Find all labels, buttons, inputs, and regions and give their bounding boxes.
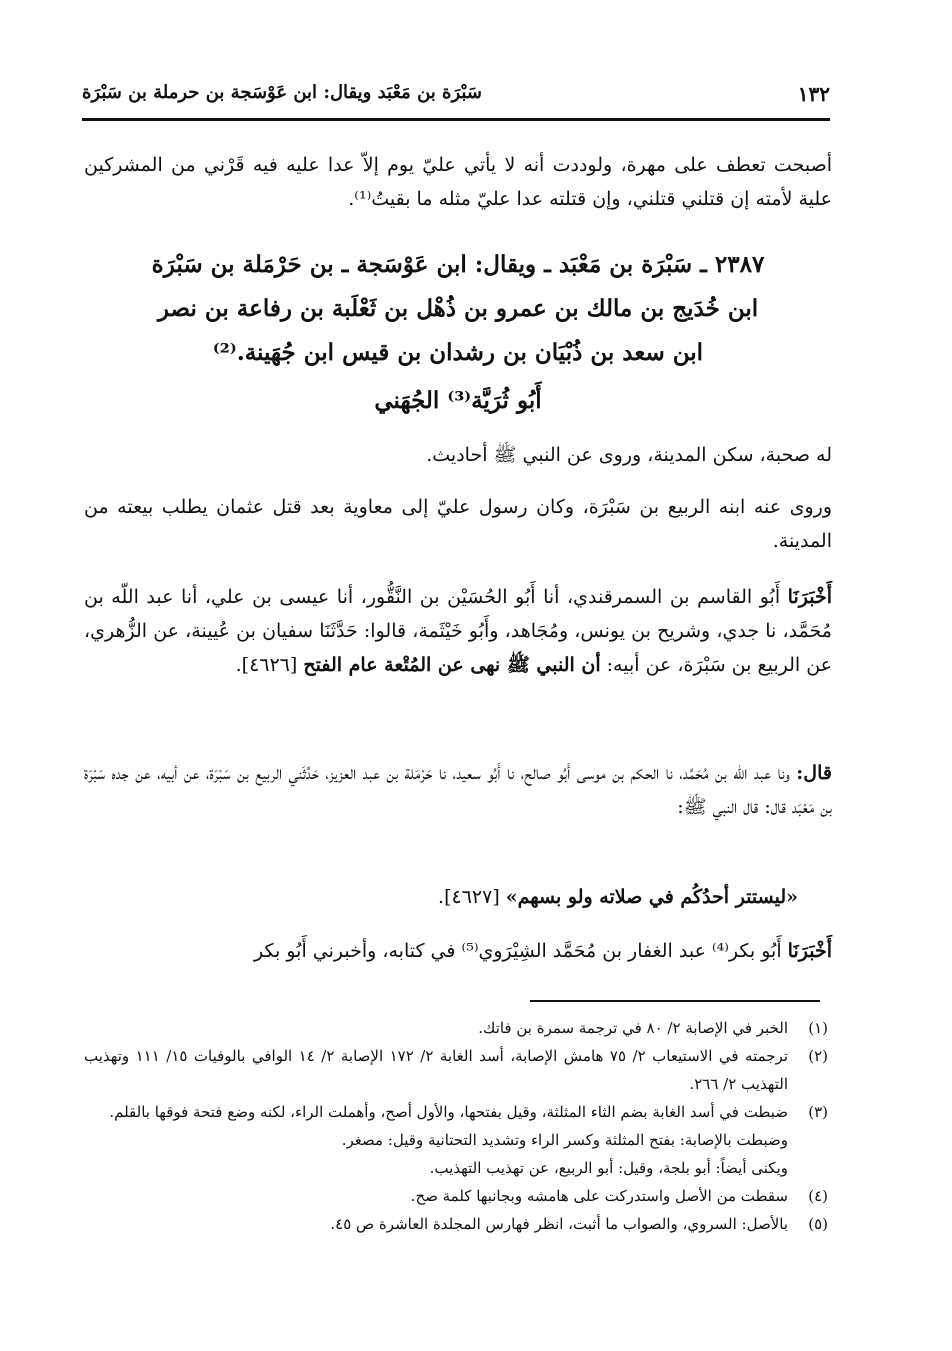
footnote-number: (٢)	[808, 1047, 828, 1065]
footnote-number: (٥)	[808, 1215, 828, 1233]
entry-heading-line-3: ابن سعد بن ذُبْيَان بن رشدان بن قيس ابن جُهَينة.⁽²⁾	[212, 339, 704, 366]
hadith-matn: أن النبي ﷺ نهى عن المُتْعة عام الفتح	[303, 654, 601, 676]
paragraph-isnad-3	[84, 934, 832, 968]
isnad-chain: أَبُو القاسم بن السمرقندي، أنا أَبُو الحُسَيْن بن النَّقُّور، أنا عيسى بن علي، أنا عبد اللّه بن مُحَمَّد، نا جدي، وشريح بن يونس، ومُجَاهد، وأَبُو خَيْثَمة، قالوا: حَدَّثَنَا سفيان بن عُيينة، عن الزُّهري، عن الربيع بن سَبْرَة، عن أبيه:	[84, 586, 832, 676]
header-rule	[82, 118, 830, 121]
paragraph-continuation: أصبحت تعطف على مهرة، ولوددت أنه لا يأتي عليّ يوم إلاّ عدا عليه فيه قَرْني من المشركين علية لأمته إن قتلني قتلني، وإن قتلته عدا عليّ مثله ما بقيتُ⁽¹⁾.	[84, 154, 832, 210]
footnote-continuation	[84, 1154, 828, 1182]
footnote-text: وضبطت بالإصابة: بفتح المثلثة وكسر الراء وتشديد التحتانية وقيل: مصغر.	[341, 1131, 788, 1149]
isnad-chain: ونا عبد اللّه بن مُحَمَّد، نا الحكم بن موسى أَبُو صالح، نا أَبُو سعيد، نا حَرْمَلة بن عبد العزيز، حَدَّثَني الربيع بن سَبْرَة، عن أبيه، عن جده سَبْرَة بن مَعْبَد قال: قال النبي ﷺ:	[84, 762, 832, 818]
footnote-text: سقطت من الأصل واستدركت على هامشه وبجانبها كلمة صح.	[410, 1187, 788, 1205]
isnad-lead: أَخْبَرَنَا	[787, 940, 832, 962]
footnotes	[84, 1014, 828, 1238]
paragraph-companionship: له صحبة، سكن المدينة، وروى عن النبي ﷺ أحاديث.	[426, 444, 832, 466]
hadith-quote	[84, 880, 832, 914]
footnote-number: (١)	[808, 1019, 828, 1037]
footnote-text: ضبطت في أسد الغابة بضم الثاء المثلثة، وقيل بفتحها، والأول أصح، وأهملت الراء، لكنه وضع فتحة فوقها بالقلم.	[109, 1103, 788, 1121]
footnote-text: الخبر في الإصابة ٢/ ٨٠ في ترجمة سمرة بن فاتك.	[478, 1019, 788, 1037]
footnote-separator	[530, 1000, 820, 1002]
isnad-lead: أَخْبَرَنَا	[787, 586, 832, 608]
footnote-continuation	[84, 1126, 828, 1154]
footnote-number: (٤)	[808, 1187, 828, 1205]
footnote-text: ترجمته في الاستيعاب ٢/ ٧٥ هامش الإصابة، أسد الغابة ٢/ ١٧٢ الإصابة ٢/ ١٤ الوافي بالوفيات ١٥/ ١١١ وتهذيب التهذيب ٢/ ٢٦٦.	[84, 1047, 789, 1093]
footnote	[84, 1182, 828, 1210]
hadith-text: «ليستتر أحدُكُم في صلاته ولو بسهم»	[505, 886, 798, 908]
footnote-text: بالأصل: السروي، والصواب ما أثبت، انظر فهارس المجلدة العاشرة ص ٤٥.	[330, 1215, 788, 1233]
page-header	[82, 82, 830, 112]
footnote-number: (٣)	[808, 1103, 828, 1121]
footnote	[84, 1098, 828, 1126]
paragraph-isnad-1	[84, 580, 832, 682]
isnad-lead: قال:	[796, 762, 832, 784]
footnote-text: ويكنى أيضاً: أبو بلجة، وقيل: أبو الربيع، عن تهذيب التهذيب.	[429, 1159, 788, 1177]
running-title: سَبْرَة بن مَعْبَد ويقال: ابن عَوْسَجة بن حرملة بن سَبْرَة	[82, 82, 482, 103]
paragraph-narrators: وروى عنه ابنه الربيع بن سَبْرَة، وكان رسول عليّ إلى معاوية بعد قتل عثمان يطلب بيعته من المدينة.	[84, 496, 832, 552]
footnote	[84, 1042, 828, 1098]
page-number: ١٣٢	[797, 82, 830, 106]
hadith-number: [٤٦٢٧].	[438, 886, 500, 908]
entry-kunya: أَبُو ثُرَيَّة⁽³⁾ الجُهَني	[374, 387, 542, 414]
entry-heading-line-2: ابن خُدَيج بن مالك بن عمرو بن ذُهْل بن ثَعْلَبة بن رفاعة بن نصر	[157, 295, 759, 322]
isnad-chain: أَبُو بكر⁽⁴⁾ عبد الغفار بن مُحَمَّد الشِيْرَوي⁽⁵⁾ في كتابه، وأخبرني أَبُو بكر	[254, 940, 788, 962]
footnote	[84, 1014, 828, 1042]
footnote	[84, 1210, 828, 1238]
entry-heading-line-1: ٢٣٨٧ ـ سَبْرَة بن مَعْبَد ـ ويقال: ابن عَوْسَجة ـ بن حَرْمَلة بن سَبْرَة	[151, 251, 765, 278]
hadith-number: [٤٦٢٦].	[235, 654, 298, 676]
paragraph-isnad-2	[84, 756, 832, 824]
